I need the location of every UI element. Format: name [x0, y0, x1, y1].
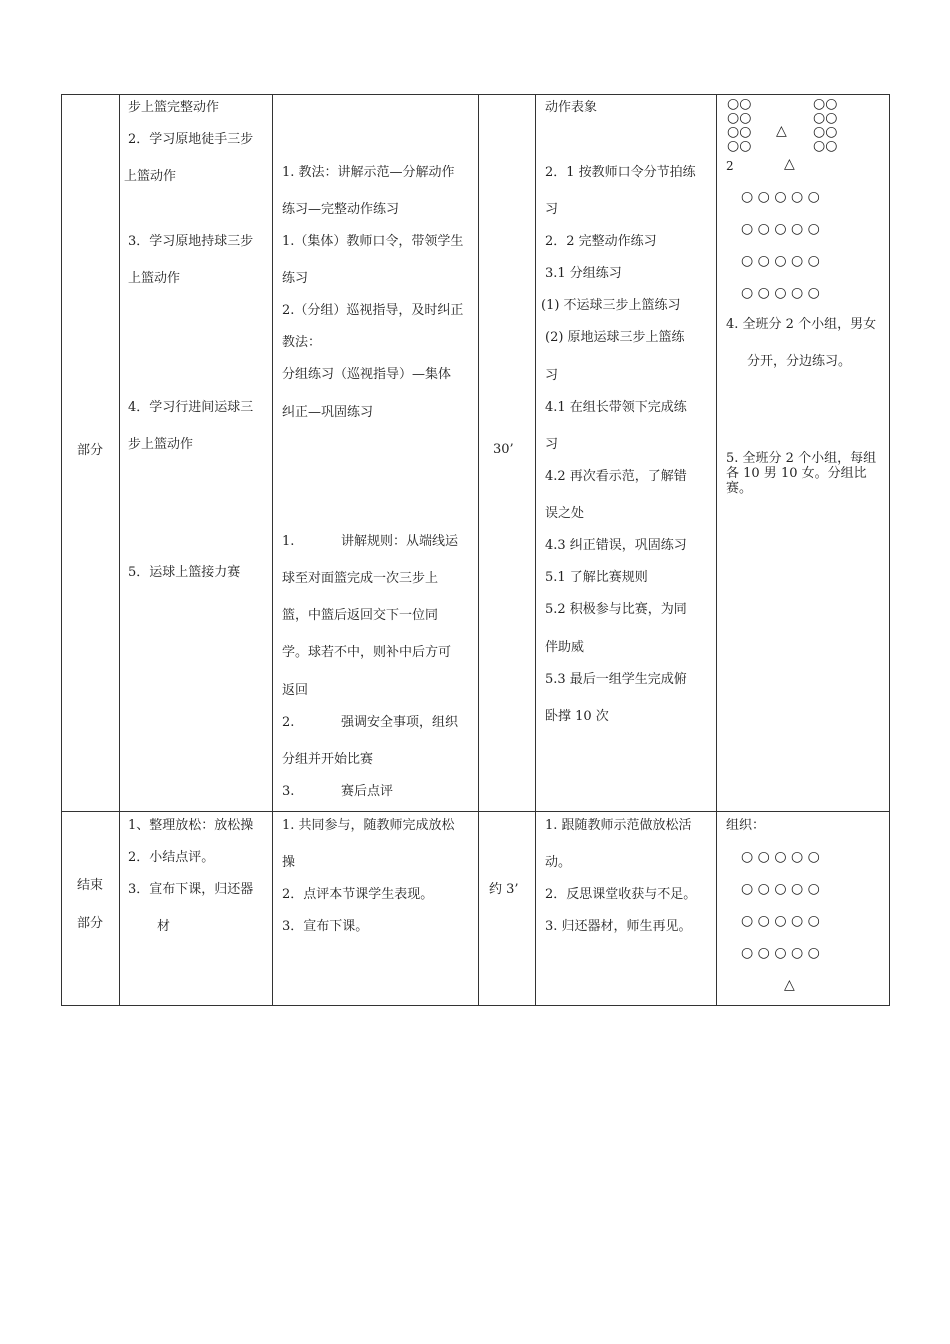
student-line: 5.3 最后一组学生完成俯 — [545, 672, 687, 687]
time-value: 约 3’ — [489, 882, 519, 897]
content-line: 3．宣布下课，归还器 — [128, 882, 254, 897]
student-line: 3.1 分组练习 — [545, 266, 622, 281]
circle-pair-icon: ○○ — [813, 138, 838, 154]
student-line: 5.1 了解比赛规则 — [545, 570, 648, 585]
student-line: (2) 原地运球三步上篮练 — [545, 330, 685, 345]
circle-row-icon: ○ ○ ○ ○ ○ — [741, 945, 820, 961]
table-row-ending-section — [62, 812, 890, 1006]
student-activity-cell — [536, 95, 717, 812]
teacher-line: 强调安全事项，组织 — [341, 715, 459, 730]
student-line: 动。 — [545, 855, 572, 870]
content-line: 2．学习原地徒手三步 — [128, 132, 254, 147]
lesson-plan-table — [61, 94, 890, 1006]
circle-pair-icon: ○○ — [727, 124, 752, 140]
org-note: 5. 全班分 2 个小组，每组 — [726, 451, 877, 466]
teacher-triangle-icon: △ — [776, 123, 787, 139]
circle-pair-icon: ○○ — [727, 110, 752, 126]
student-line: 2．1 按教师口令分节拍练 — [545, 165, 696, 180]
student-line: 动作表象 — [545, 100, 598, 115]
teacher-line: 学。球若不中，则补中后方可 — [282, 645, 452, 660]
student-line: 5.2 积极参与比赛，为同 — [545, 602, 687, 617]
student-line: 4.3 纠正错误，巩固练习 — [545, 538, 687, 553]
content-line: 步上篮完整动作 — [128, 100, 220, 115]
org-note: 分开，分边练习。 — [747, 354, 852, 369]
table-row-main-section — [62, 95, 890, 812]
content-line: 材 — [157, 919, 171, 934]
organization-cell — [717, 95, 890, 812]
content-line: 上篮动作 — [124, 169, 177, 184]
teacher-line: 分组练习（巡视指导）—集体 — [282, 367, 452, 382]
teacher-line: 1. — [282, 534, 295, 549]
time-value: 30’ — [493, 442, 514, 457]
student-line: 2．反思课堂收获与不足。 — [545, 887, 697, 902]
circle-row-icon: ○ ○ ○ ○ ○ — [741, 253, 820, 269]
section-label-cell — [62, 812, 120, 1006]
content-line: 1、整理放松：放松操 — [128, 818, 254, 833]
teacher-line: 2. — [282, 715, 295, 730]
teacher-line: 赛后点评 — [341, 784, 394, 799]
student-line: 4.2 再次看示范，了解错 — [545, 469, 687, 484]
org-title: 组织： — [726, 818, 766, 833]
circle-row-icon: ○ ○ ○ ○ ○ — [741, 881, 820, 897]
circle-row-icon: ○ ○ ○ ○ ○ — [741, 221, 820, 237]
content-line: 2．小结点评。 — [128, 850, 215, 865]
student-line: 卧撑 10 次 — [545, 709, 609, 724]
teacher-activity-cell — [273, 812, 479, 1006]
section-label: 部分 — [77, 443, 104, 458]
time-cell — [479, 812, 536, 1006]
teacher-line: 练习—完整动作练习 — [282, 202, 400, 217]
teacher-line: 1.（集体）教师口令，带领学生 — [282, 234, 464, 249]
teacher-line: 1. 教法：讲解示范—分解动作 — [282, 165, 455, 180]
content-line: 上篮动作 — [128, 271, 181, 286]
circle-pair-icon: ○○ — [813, 96, 838, 112]
content-cell — [120, 812, 273, 1006]
content-line: 5．运球上篮接力赛 — [128, 565, 241, 580]
teacher-line: 3. — [282, 784, 295, 799]
teacher-line: 1. 共同参与，随教师完成放松 — [282, 818, 455, 833]
circle-row-icon: ○ ○ ○ ○ ○ — [741, 849, 820, 865]
circle-pair-icon: ○○ — [727, 96, 752, 112]
section-label-cell — [62, 95, 120, 812]
org-note: 各 10 男 10 女。分组比 — [726, 466, 867, 481]
student-line: 习 — [545, 437, 559, 452]
teacher-line: 教法： — [282, 335, 322, 350]
student-line: 1. 跟随教师示范做放松活 — [545, 818, 692, 833]
student-line: 习 — [545, 368, 559, 383]
organization-cell — [717, 812, 890, 1006]
org-note: 赛。 — [726, 481, 753, 496]
student-line: 伴助威 — [545, 640, 585, 655]
circle-row-icon: ○ ○ ○ ○ ○ — [741, 189, 820, 205]
student-line: 2．2 完整动作练习 — [545, 234, 657, 249]
teacher-line: 讲解规则：从端线运 — [341, 534, 459, 549]
student-line: 误之处 — [545, 506, 585, 521]
content-line: 4．学习行进间运球三 — [128, 400, 254, 415]
circle-pair-icon: ○○ — [813, 110, 838, 126]
circle-row-icon: ○ ○ ○ ○ ○ — [741, 285, 820, 301]
content-line: 步上篮动作 — [128, 437, 194, 452]
teacher-line: 分组并开始比赛 — [282, 752, 374, 767]
circle-pair-icon: ○○ — [727, 138, 752, 154]
student-line: 习 — [545, 202, 559, 217]
formation-number: 2 — [726, 159, 734, 173]
teacher-line: 返回 — [282, 683, 309, 698]
teacher-triangle-icon: △ — [784, 977, 795, 993]
teacher-line: 2．点评本节课学生表现。 — [282, 887, 434, 902]
section-label: 部分 — [77, 916, 104, 931]
teacher-line: 操 — [282, 855, 296, 870]
time-cell — [479, 95, 536, 812]
teacher-triangle-icon: △ — [784, 156, 795, 172]
section-label: 结束 — [77, 878, 104, 893]
student-line: 3. 归还器材，师生再见。 — [545, 919, 692, 934]
student-activity-cell — [536, 812, 717, 1006]
org-note: 4. 全班分 2 个小组，男女 — [726, 317, 877, 332]
circle-pair-icon: ○○ — [813, 124, 838, 140]
teacher-activity-cell — [273, 95, 479, 812]
teacher-line: 纠正—巩固练习 — [282, 405, 374, 420]
circle-row-icon: ○ ○ ○ ○ ○ — [741, 913, 820, 929]
teacher-line: 球至对面篮完成一次三步上 — [282, 571, 439, 586]
teacher-line: 2.（分组）巡视指导，及时纠正 — [282, 303, 464, 318]
teacher-line: 篮，中篮后返回交下一位同 — [282, 608, 439, 623]
student-line: 4.1 在组长带领下完成练 — [545, 400, 687, 415]
content-cell — [120, 95, 273, 812]
student-line: (1) 不运球三步上篮练习 — [541, 298, 681, 313]
teacher-line: 3．宣布下课。 — [282, 919, 369, 934]
content-line: 3．学习原地持球三步 — [128, 234, 254, 249]
teacher-line: 练习 — [282, 271, 309, 286]
